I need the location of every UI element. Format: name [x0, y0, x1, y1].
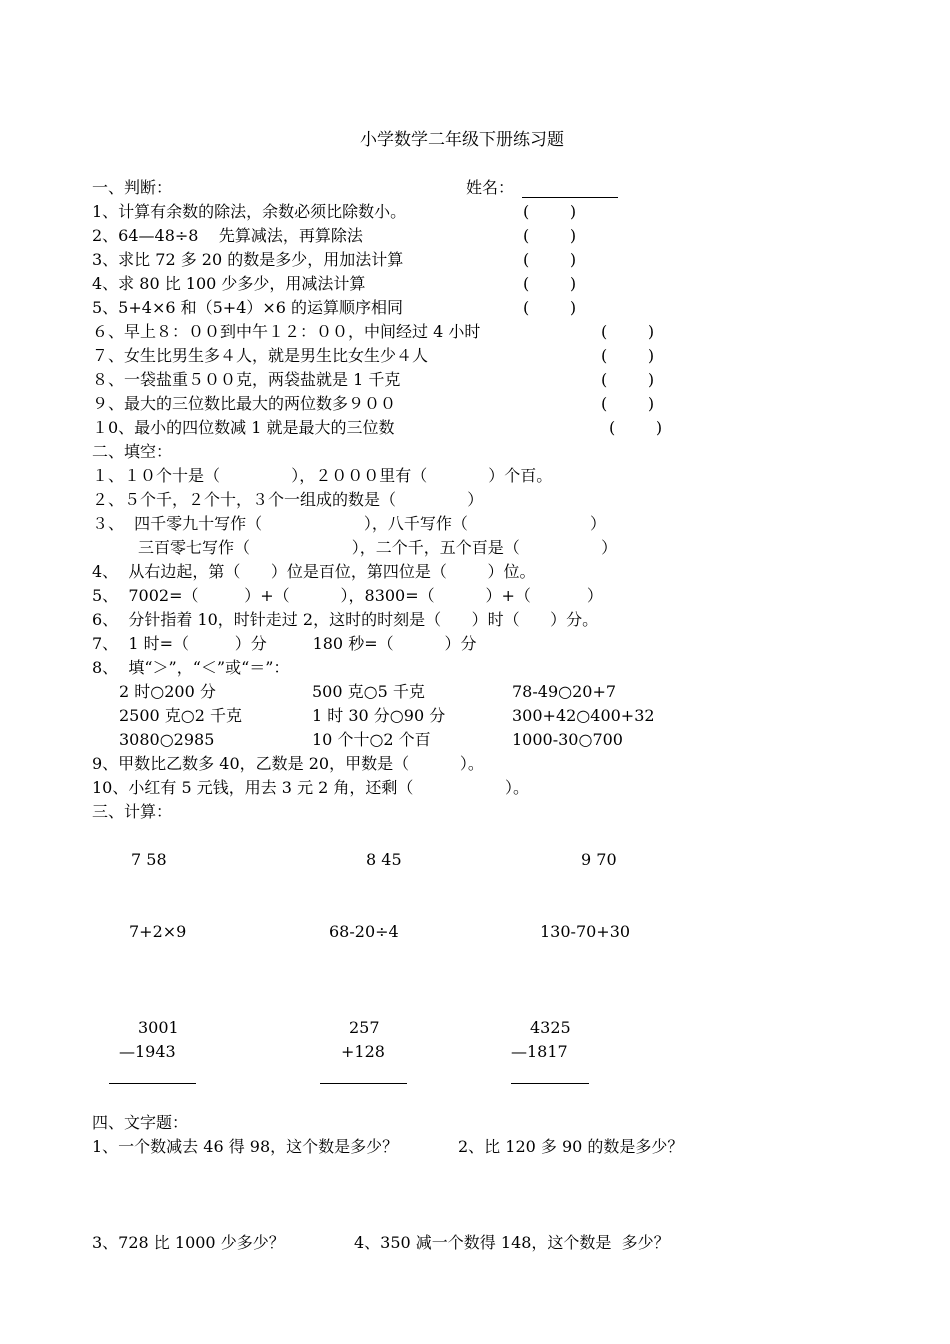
judge-item-10-paren[interactable]: ( ) — [609, 418, 663, 437]
fill-item-5: 5、 7002=（ ）+（ ），8300=（ ）+（ ） — [92, 586, 603, 605]
judge-item-3-paren[interactable]: ( ) — [523, 250, 577, 269]
fill-item-3: ３、 四千零九十写作（ ），八千写作（ ） — [92, 514, 606, 533]
judge-item-5-paren[interactable]: ( ) — [523, 298, 577, 317]
compare-1-3: 78-49○20+7 — [512, 682, 617, 701]
compare-1-2: 500 克○5 千克 — [312, 682, 425, 701]
fill-item-9: 9、甲数比乙数多 40，乙数是 20，甲数是（ ）。 — [92, 754, 484, 773]
vertical-1-answer-line — [109, 1083, 196, 1084]
section2-heading: 二、填空： — [92, 442, 173, 461]
judge-item-2-paren[interactable]: ( ) — [523, 226, 577, 245]
vertical-1-top: 3001 — [138, 1018, 179, 1037]
fill-item-4: 4、 从右边起，第（ ）位是百位，第四位是（ ）位。 — [92, 562, 536, 581]
division-problem-3: 9 70 — [581, 850, 617, 869]
name-blank-line[interactable] — [522, 197, 618, 198]
compare-2-3: 300+42○400+32 — [512, 706, 655, 725]
judge-item-9: ９、最大的三位数比最大的两位数多９００ — [92, 394, 397, 413]
section4-heading: 四、文字题： — [92, 1113, 189, 1132]
judge-item-6: ６、早上８：００到中午１２：００，中间经过 4 小时 — [92, 322, 481, 341]
mixed-problem-2: 68-20÷4 — [329, 922, 399, 941]
word-problem-3: 3、728 比 1000 少多少？ — [92, 1233, 285, 1252]
word-problem-4: 4、350 减一个数得 148，这个数是 多少？ — [354, 1233, 670, 1252]
mixed-problem-3: 130-70+30 — [540, 922, 631, 941]
word-problem-2: 2、比 120 多 90 的数是多少？ — [458, 1137, 684, 1156]
judge-item-1-paren[interactable]: ( ) — [523, 202, 577, 221]
division-problem-1: 7 58 — [131, 850, 167, 869]
fill-item-3b: 三百零七写作（ ），二个千，五个百是（ ） — [138, 538, 618, 557]
fill-item-1: １、１０个十是（ ），２０００里有（ ）个百。 — [92, 466, 553, 485]
judge-item-7: ７、女生比男生多４人，就是男生比女生少４人 — [92, 346, 429, 365]
fill-item-10: 10、小红有 5 元钱，用去 3 元 2 角，还剩（ ）。 — [92, 778, 529, 797]
judge-item-4: 4、求 80 比 100 少多少，用减法计算 — [92, 274, 366, 293]
compare-3-3: 1000-30○700 — [512, 730, 623, 749]
compare-2-1: 2500 克○2 千克 — [119, 706, 243, 725]
vertical-2-answer-line — [320, 1083, 407, 1084]
fill-item-7: 7、 1 时=（ ）分 180 秒=（ ）分 — [92, 634, 477, 653]
judge-item-2: 2、64—48÷8 先算减法，再算除法 — [92, 226, 363, 245]
page-title: 小学数学二年级下册练习题 — [360, 130, 564, 150]
judge-item-8-paren[interactable]: ( ) — [601, 370, 655, 389]
judge-item-3: 3、求比 72 多 20 的数是多少，用加法计算 — [92, 250, 404, 269]
vertical-3-top: 4325 — [530, 1018, 571, 1037]
judge-item-5: 5、5+4×6 和（5+4）×6 的运算顺序相同 — [92, 298, 404, 317]
division-problem-2: 8 45 — [366, 850, 402, 869]
compare-2-2: 1 时 30 分○90 分 — [312, 706, 446, 725]
word-problem-1: 1、一个数减去 46 得 98，这个数是多少？ — [92, 1137, 399, 1156]
compare-1-1: 2 时○200 分 — [119, 682, 216, 701]
vertical-3-answer-line — [511, 1083, 589, 1084]
vertical-2-bottom: +128 — [341, 1042, 385, 1061]
judge-item-4-paren[interactable]: ( ) — [523, 274, 577, 293]
judge-item-10: １0、最小的四位数减 1 就是最大的三位数 — [92, 418, 395, 437]
judge-item-1: 1、计算有余数的除法，余数必须比除数小。 — [92, 202, 407, 221]
judge-item-7-paren[interactable]: ( ) — [601, 346, 655, 365]
section1-heading: 一、判断： — [92, 178, 173, 197]
fill-item-2: ２、５个千，２个十，３个一组成的数是（ ） — [92, 490, 484, 509]
name-label: 姓名： — [466, 178, 515, 197]
judge-item-8: ８、一袋盐重５００克，两袋盐就是 1 千克 — [92, 370, 401, 389]
judge-item-6-paren[interactable]: ( ) — [601, 322, 655, 341]
mixed-problem-1: 7+2×9 — [129, 922, 187, 941]
compare-3-2: 10 个十○2 个百 — [312, 730, 431, 749]
vertical-2-top: 257 — [349, 1018, 380, 1037]
section3-heading: 三、计算： — [92, 802, 173, 821]
judge-item-9-paren[interactable]: ( ) — [601, 394, 655, 413]
fill-item-6: 6、 分针指着 10，时针走过 2，这时的时刻是（ ）时（ ）分。 — [92, 610, 599, 629]
vertical-3-bottom: —1817 — [511, 1042, 568, 1061]
vertical-1-bottom: —1943 — [119, 1042, 176, 1061]
fill-item-8: 8、 填“＞”，“＜”或“＝”： — [92, 658, 290, 677]
compare-3-1: 3080○2985 — [119, 730, 215, 749]
